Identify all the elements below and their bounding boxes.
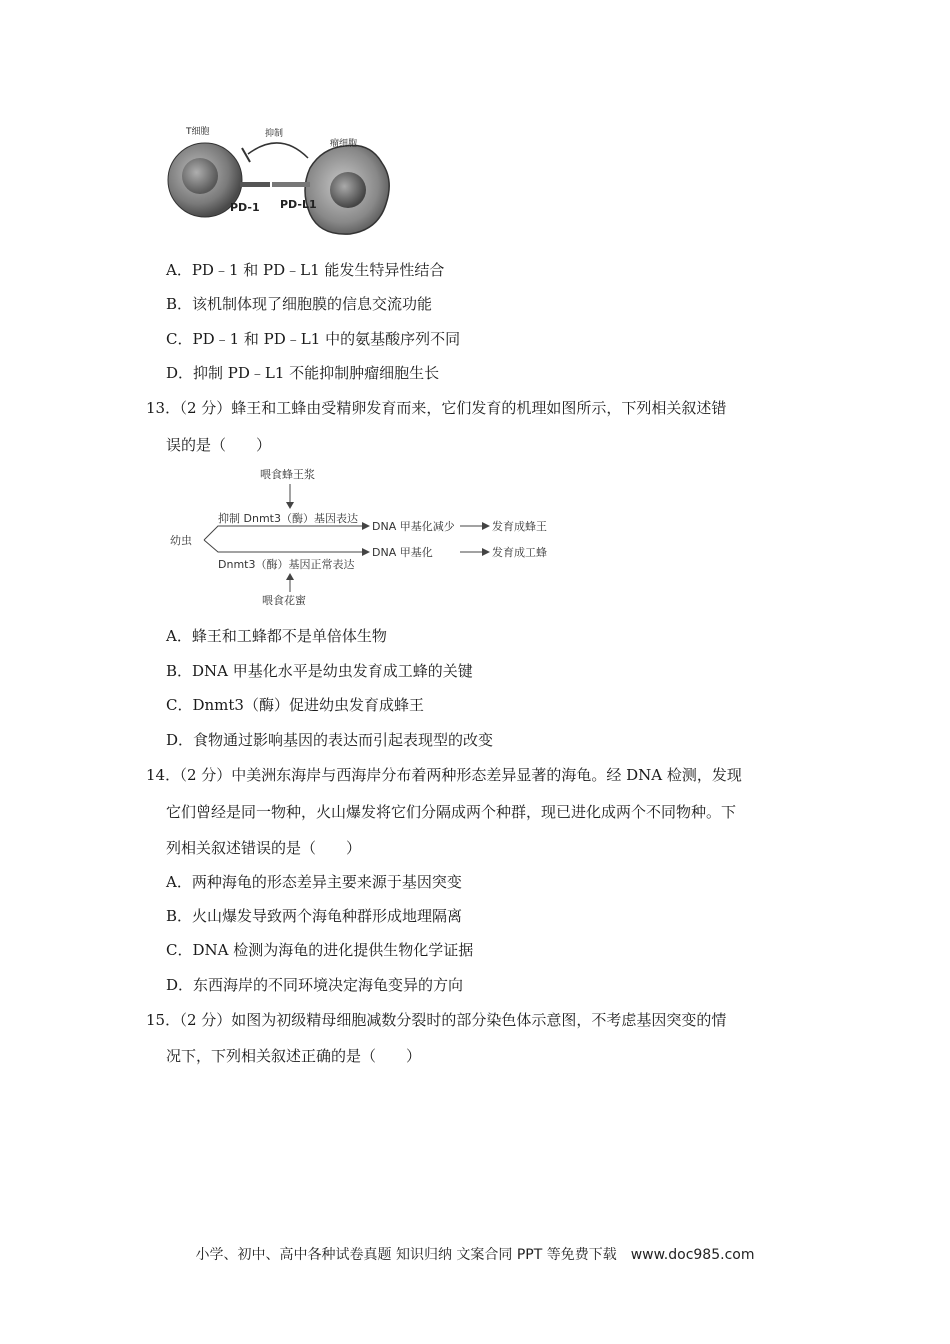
q15-stem-line1: （2 分）如图为初级精母细胞减数分裂时的部分染色体示意图，不考虑基因突变的情 (172, 1011, 727, 1029)
t-cell-nucleus (182, 158, 218, 194)
q14-stem-line2: 它们曾经是同一物种，火山爆发将它们分隔成两个种群，现已进化成两个不同物种。下 (166, 803, 737, 821)
dna-methylation-label: DNA 甲基化 (372, 546, 433, 559)
q12-option-a: A．PD﹣1 和 PD﹣L1 能发生特异性结合 (166, 261, 445, 279)
branch-lower (204, 540, 364, 552)
page-footer: 小学、初中、高中各种试卷真题 知识归纳 文案合同 PPT 等免费下载 www.doc985.com (195, 1247, 755, 1263)
arrow-right-icon (482, 522, 490, 530)
q13-option-d: D．食物通过影响基因的表达而引起表现型的改变 (166, 731, 494, 749)
inhibit-expression-label: 抑制 Dnmt3（酶）基因表达 (218, 512, 358, 525)
t-cell-label: T细胞 (186, 127, 210, 137)
inhibit-label: 抑制 (265, 129, 284, 139)
pdl1-label: PD-L1 (280, 198, 317, 211)
q14-option-d: D．东西海岸的不同环境决定海龟变异的方向 (166, 976, 464, 994)
pd1-diagram-svg (160, 118, 400, 248)
figure-pd1-diagram (160, 118, 400, 248)
inhibition-arc (248, 143, 308, 158)
arrow-right-icon (482, 548, 490, 556)
arrow-right-icon (362, 548, 370, 556)
q14-option-c: C．DNA 检测为海龟的进化提供生物化学证据 (166, 941, 474, 959)
q14-option-b: B．火山爆发导致两个海龟种群形成地理隔离 (166, 907, 463, 925)
dna-methylation-decrease-label: DNA 甲基化减少 (372, 520, 455, 533)
figure-bee-development (166, 464, 566, 610)
tumor-cell-nucleus (330, 172, 366, 208)
pd1-receptor (240, 182, 270, 187)
q14-stem-line3: 列相关叙述错误的是（ ） (166, 839, 362, 857)
q15-number: 15． (146, 1011, 181, 1029)
q14-number: 14． (146, 766, 181, 784)
q14-stem-line1: （2 分）中美洲东海岸与西海岸分布着两种形态差异显著的海龟。经 DNA 检测，发现 (172, 766, 742, 784)
bee-diagram-svg (166, 464, 566, 610)
q13-stem-line1: （2 分）蜂王和工蜂由受精卵发育而来，它们发育的机理如图所示，下列相关叙述错 (172, 399, 727, 417)
q13-stem-line2: 误的是（ ） (166, 436, 272, 454)
royal-jelly-label: 喂食蜂王浆 (260, 468, 315, 481)
normal-expression-label: Dnmt3（酶）基因正常表达 (218, 558, 355, 571)
arrow-down-icon (286, 502, 294, 509)
pdl1-ligand (272, 182, 310, 187)
develop-queen-label: 发育成蜂王 (492, 520, 547, 533)
q13-option-b: B．DNA 甲基化水平是幼虫发育成工蜂的关键 (166, 662, 473, 680)
arrow-right-icon (362, 522, 370, 530)
pd1-label: PD-1 (230, 201, 260, 214)
q12-option-b: B．该机制体现了细胞膜的信息交流功能 (166, 295, 433, 313)
q15-stem-line2: 况下，下列相关叙述正确的是（ ） (166, 1047, 422, 1065)
develop-worker-label: 发育成工蜂 (492, 546, 547, 559)
q12-option-d: D．抑制 PD﹣L1 不能抑制肿瘤细胞生长 (166, 364, 440, 382)
q13-option-c: C．Dnmt3（酶）促进幼虫发育成蜂王 (166, 696, 424, 714)
nectar-label: 喂食花蜜 (262, 594, 306, 607)
q14-option-a: A．两种海龟的形态差异主要来源于基因突变 (166, 873, 462, 891)
larva-label: 幼虫 (170, 534, 192, 547)
branch-upper (204, 526, 364, 540)
q12-option-c: C．PD﹣1 和 PD﹣L1 中的氨基酸序列不同 (166, 330, 461, 348)
q13-number: 13． (146, 399, 181, 417)
inhibition-bar (242, 148, 250, 162)
q13-option-a: A．蜂王和工蜂都不是单倍体生物 (166, 627, 387, 645)
tumor-cell-label: 瘤细胞 (330, 139, 358, 149)
